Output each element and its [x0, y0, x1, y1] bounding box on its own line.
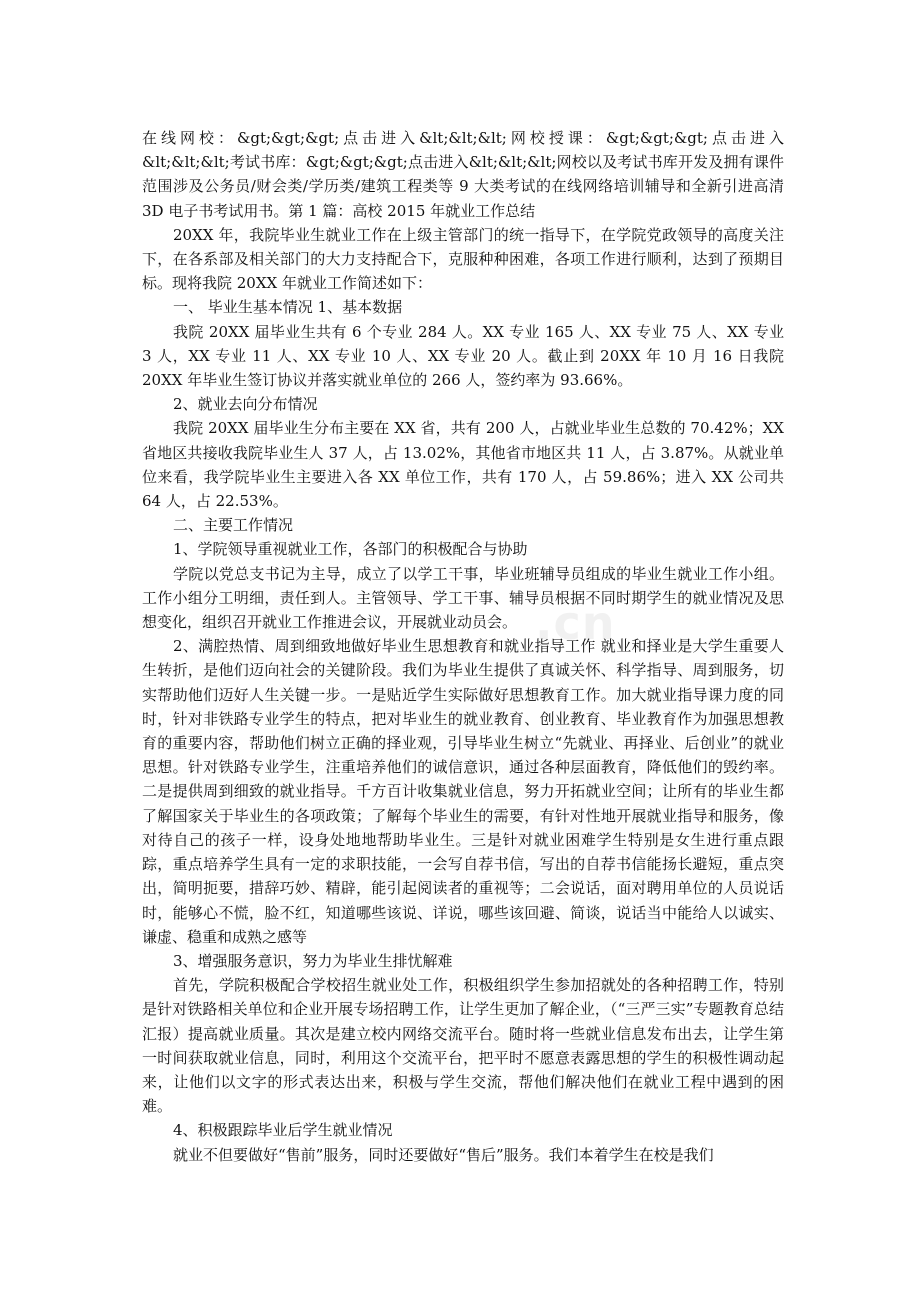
- paragraph-tracking: 就业不但要做好“售前”服务，同时还要做好“售后”服务。我们本着学生在校是我们: [173, 1145, 714, 1164]
- paragraph-service: 首先，学院积极配合学校招生就业处工作，积极组织学生参加招就处的各种招聘工作，特别是针对铁路相关单位和企业开展专场招聘工作，让学生更加了解企业，（“三严三实”专题教育总结汇报）提高就业质量。其次是建立校内网络交流平台。随时将一些就业信息发布出去，让学生第一时间获取就业信息，同时，利用这个交流平台，把平时不愿意表露思想的学生的积极性调动起来，让他们以文字的形式表达出来，积极与学生交流，帮他们解决他们在就业工程中遇到的困难。: [142, 976, 784, 1116]
- heading-distribution: 2、就业去向分布情况: [173, 395, 318, 414]
- paragraph-guidance: 2、满腔热情、周到细致地做好毕业生思想教育和就业指导工作 就业和择业是大学生重要人生转折，是他们迈向社会的关键阶段。我们为毕业生提供了真诚关怀、科学指导、周到服务，切实帮助他们迈好人生关键一步。一是贴近学生实际做好思想教育工作。加大就业指导课力度的同时，针对非铁路专业学生的特点，把对毕业生的就业教育、创业教育、毕业教育作为加强思想教育的重要内容，帮助他们树立正确的择业观，引导毕业生树立“先就业、再择业、后创业”的就业思想。针对铁路专业学生，注重培养他们的诚信意识，通过各种层面教育，降低他们的毁约率。二是提供周到细致的就业指导。千方百计收集就业信息，努力开拓就业空间；让所有的毕业生都了解国家关于毕业生的各项政策；了解每个毕业生的需要，有针对性地开展就业指导和服务，像对待自己的孩子一样，设身处地地帮助毕业生。三是针对就业困难学生特别是女生进行重点跟踪，重点培养学生具有一定的求职技能，一会写自荐书信，写出的自荐书信能扬长避短，重点突出，简明扼要，措辞巧妙、精辟，能引起阅读者的重视等；二会说话，面对聘用单位的人员说话时，能够心不慌，脸不红，知道哪些该说、详说，哪些该回避、简谈，说话当中能给人以诚实、谦虚、稳重和成熟之感等: [142, 637, 784, 946]
- document-body: [142, 126, 784, 1167]
- paragraph-basic-data: 我院 20XX 届毕业生共有 6 个专业 284 人。XX 专业 165 人、XX 专业 75 人、XX 专业 3 人，XX 专业 11 人、XX 专业 10 人、XX 专业 20 人。截止到 20XX 年 10 月 16 日我院 20XX 年毕业生签订协议并落实就业单位的 266 人，签约率为 93.66%。: [142, 322, 784, 390]
- paragraph-intro: 在线网校：&gt;&gt;&gt;点击进入&lt;&lt;&lt;网校授课：&gt;&gt;&gt;点击进入&lt;&lt;&lt;考试书库：&gt;&gt;&gt;点击进入&lt;&lt;&lt;网校以及考试书库开发及拥有课件范围涉及公务员/财会类/学历类/建筑工程类等 9 大类考试的在线网络培训辅导和全新引进高清 3D 电子书考试用书。第 1 篇：高校 2015 年就业工作总结: [142, 129, 784, 220]
- heading-service: 3、增强服务意识，努力为毕业生排忧解难: [173, 951, 453, 970]
- heading-tracking: 4、积极跟踪毕业后学生就业情况: [173, 1121, 393, 1140]
- paragraph-leadership: 学院以党总支书记为主导，成立了以学工干事，毕业班辅导员组成的毕业生就业工作小组。 工作小组分工明细，责任到人。主管领导、学工干事、辅导员根据不同时期学生的就业情况及思想变化，组织召开就业工作推进会议，开展就业动员会。: [142, 564, 784, 632]
- heading-leadership: 1、学院领导重视就业工作，各部门的积极配合与协助: [173, 540, 528, 559]
- paragraph-distribution: 我院 20XX 届毕业生分布主要在 XX 省，共有 200 人，占就业毕业生总数的 70.42%；XX 省地区共接收我院毕业生人 37 人，占 13.02%，其他省市地区共 11 人，占 3.87%。从就业单位来看，我学院毕业生主要进入各 XX 单位工作，共有 170 人，占 59.86%；进入 XX 公司共 64 人，占 22.53%。: [142, 419, 784, 511]
- heading-basic-situation: 一、 毕业生基本情况 1、基本数据: [173, 298, 403, 317]
- paragraph-overview: 20XX 年，我院毕业生就业工作在上级主管部门的统一指导下，在学院党政领导的高度关注下，在各系部及相关部门的大力支持配合下，克服种种困难，各项工作进行顺利，达到了预期目标。现将我院 20XX 年就业工作简述如下：: [142, 225, 784, 293]
- watermark: .cn: [535, 596, 616, 650]
- heading-main-work: 二、主要工作情况: [173, 516, 294, 535]
